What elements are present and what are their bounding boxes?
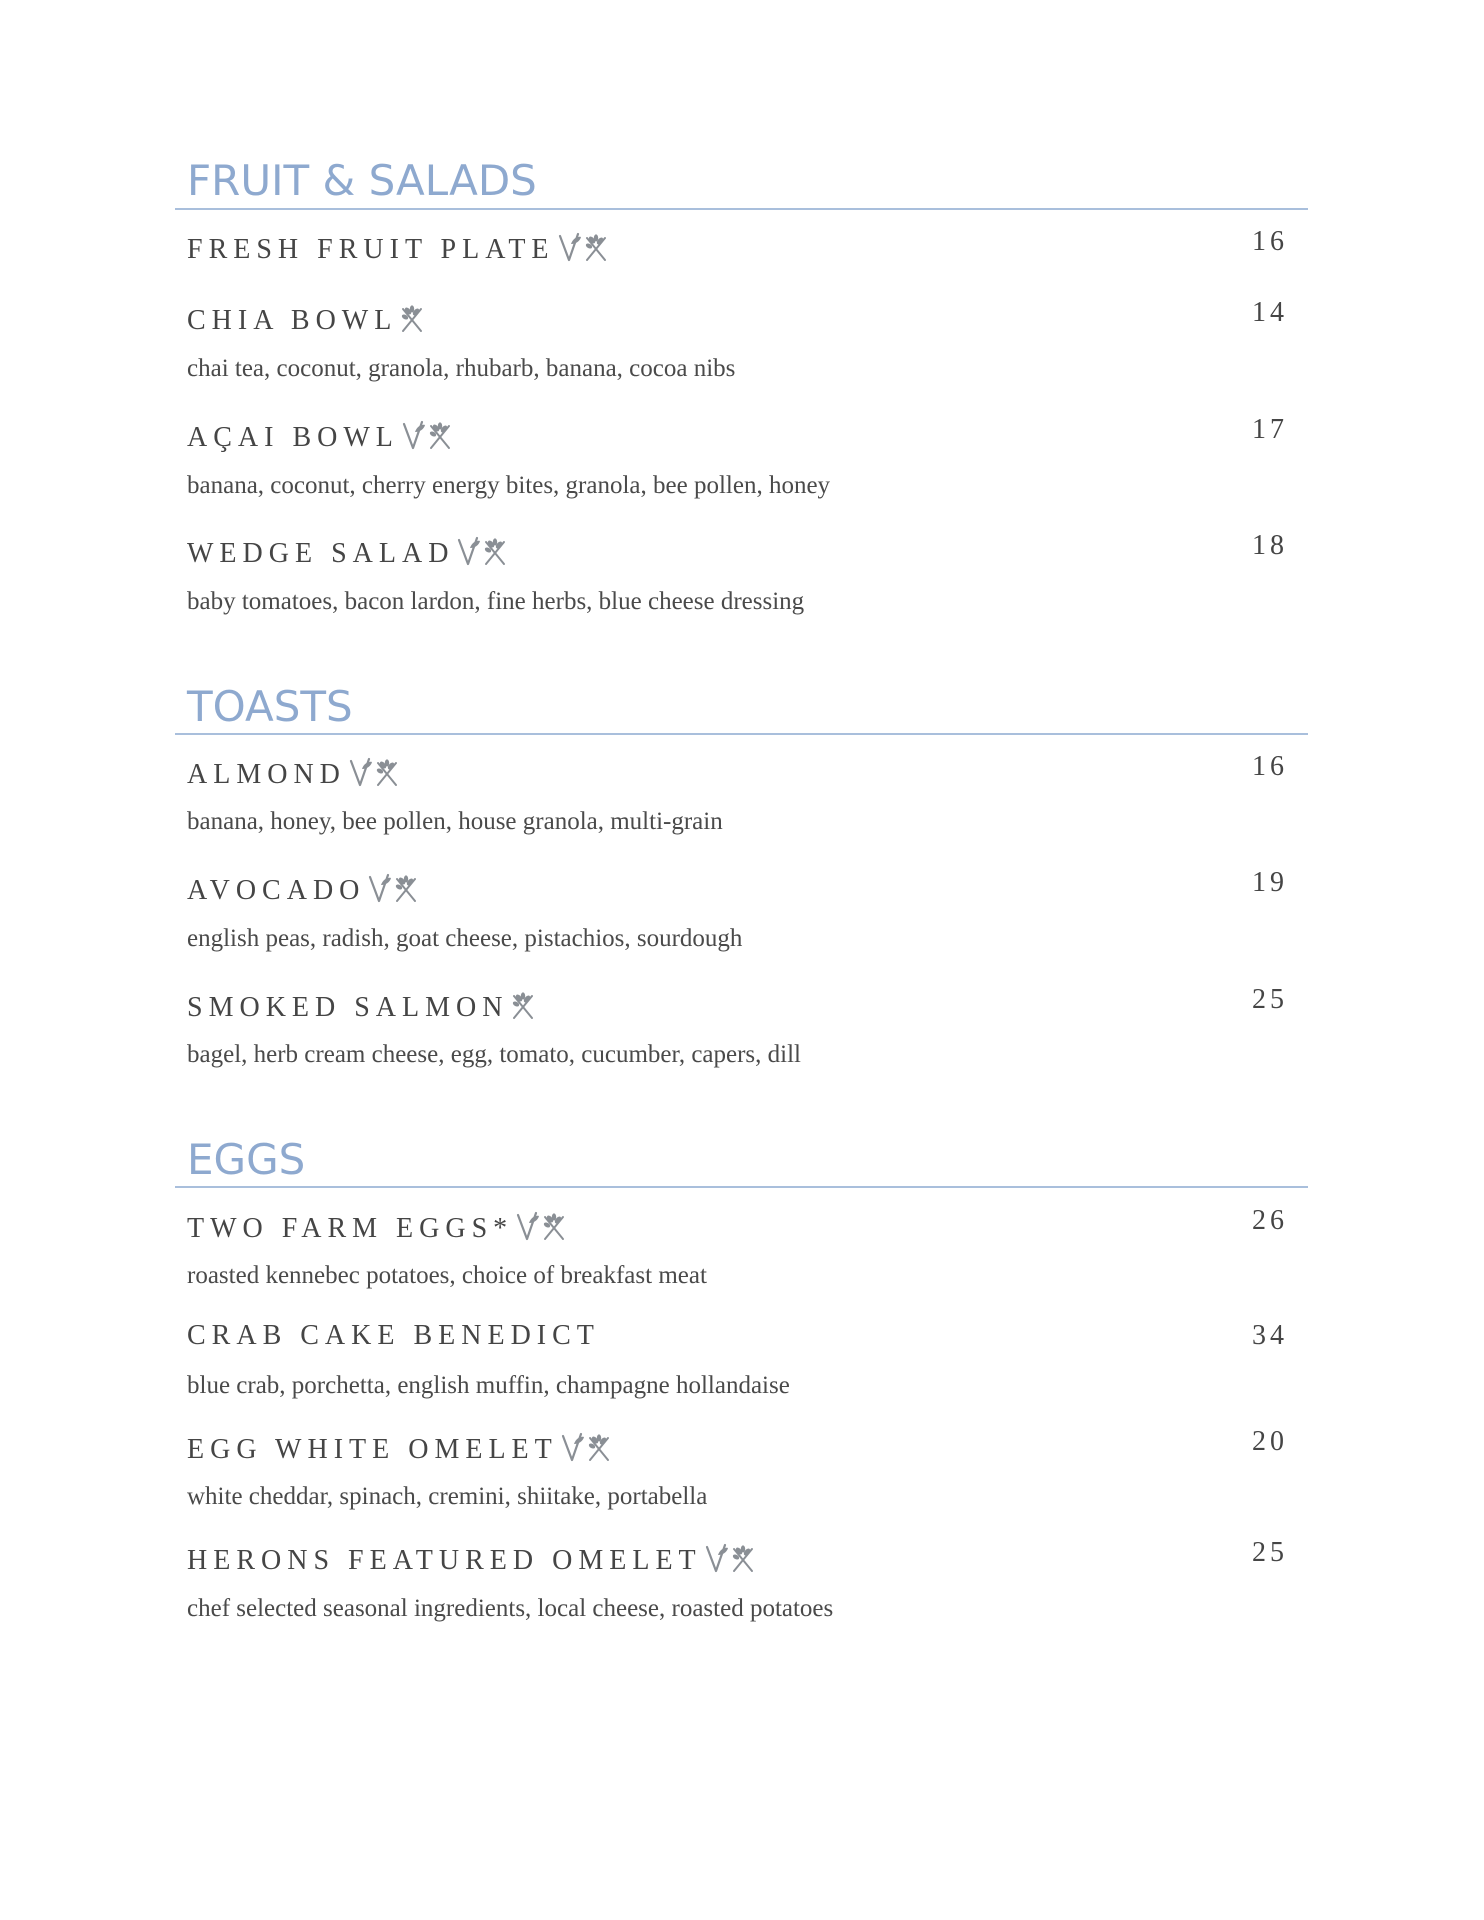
menu-item-name xyxy=(187,757,400,789)
section-divider xyxy=(175,1186,1308,1188)
menu-item-name xyxy=(187,990,536,1022)
item-name-text: AÇAI BOWL xyxy=(187,422,399,453)
menu-item-name xyxy=(187,1211,567,1243)
menu-item-description: roasted kennebec potatoes, choice of breakfast meat xyxy=(187,1262,707,1289)
sprout-icon xyxy=(557,232,583,264)
item-name-text: CRAB CAKE BENEDICT xyxy=(187,1320,600,1351)
menu-item-price: 34 xyxy=(1252,1320,1288,1351)
menu-item-price: 16 xyxy=(1252,226,1288,257)
wheat-crossed-icon xyxy=(399,303,425,335)
menu-item-description: bagel, herb cream cheese, egg, tomato, cucumber, capers, dill xyxy=(187,1041,802,1068)
menu-item-description: white cheddar, spinach, cremini, shiitake, portabella xyxy=(187,1483,708,1510)
wheat-crossed-icon xyxy=(541,1211,567,1243)
menu-item-name xyxy=(187,1543,756,1575)
item-name-text: EGG WHITE OMELET xyxy=(187,1434,558,1465)
item-name-text: AVOCADO xyxy=(187,875,366,906)
sprout-icon xyxy=(515,1211,541,1243)
menu-item-name xyxy=(187,303,425,335)
item-name-text: SMOKED SALMON xyxy=(187,992,509,1023)
menu-item-description: banana, coconut, cherry energy bites, granola, bee pollen, honey xyxy=(187,472,831,499)
wheat-crossed-icon xyxy=(427,420,453,452)
sprout-icon xyxy=(560,1432,586,1464)
wheat-crossed-icon xyxy=(586,1432,612,1464)
item-name-text: TWO FARM EGGS* xyxy=(187,1213,514,1244)
menu-item-price: 25 xyxy=(1252,1537,1288,1568)
wheat-crossed-icon xyxy=(393,873,419,905)
menu-item-price: 20 xyxy=(1252,1426,1288,1457)
wheat-crossed-icon xyxy=(730,1543,756,1575)
item-name-text: FRESH FRUIT PLATE xyxy=(187,234,555,265)
sprout-icon xyxy=(456,536,482,568)
item-name-text: ALMOND xyxy=(187,759,346,790)
item-name-text: HERONS FEATURED OMELET xyxy=(187,1545,702,1576)
menu-item-name xyxy=(187,1322,600,1350)
menu-item-name xyxy=(187,420,453,452)
menu-item-price: 25 xyxy=(1252,984,1288,1015)
item-name-text: WEDGE SALAD xyxy=(187,538,455,569)
section-title-toasts: TOASTS xyxy=(187,682,353,731)
menu-item-name xyxy=(187,536,508,568)
item-name-text: CHIA BOWL xyxy=(187,305,398,336)
section-title-fruit-salads: FRUIT & SALADS xyxy=(187,156,537,205)
sprout-icon xyxy=(348,757,374,789)
sprout-icon xyxy=(367,873,393,905)
menu-item-price: 19 xyxy=(1252,867,1288,898)
menu-item-name xyxy=(187,873,419,905)
menu-item-price: 26 xyxy=(1252,1205,1288,1236)
menu-item-description: blue crab, porchetta, english muffin, champagne hollandaise xyxy=(187,1372,790,1399)
section-title-eggs: EGGS xyxy=(187,1135,306,1184)
menu-item-price: 16 xyxy=(1252,751,1288,782)
wheat-crossed-icon xyxy=(583,232,609,264)
sprout-icon xyxy=(704,1543,730,1575)
menu-item-description: chef selected seasonal ingredients, local cheese, roasted potatoes xyxy=(187,1595,834,1622)
wheat-crossed-icon xyxy=(510,990,536,1022)
menu-item-description: english peas, radish, goat cheese, pistachios, sourdough xyxy=(187,925,743,952)
menu-item-name xyxy=(187,1432,612,1464)
section-divider xyxy=(175,733,1308,735)
menu-item-price: 18 xyxy=(1252,530,1288,561)
menu-item-description: banana, honey, bee pollen, house granola, multi-grain xyxy=(187,808,723,835)
wheat-crossed-icon xyxy=(374,757,400,789)
sprout-icon xyxy=(401,420,427,452)
menu-item-description: chai tea, coconut, granola, rhubarb, banana, cocoa nibs xyxy=(187,355,736,382)
menu-item-description: baby tomatoes, bacon lardon, fine herbs, blue cheese dressing xyxy=(187,588,805,615)
menu-item-price: 14 xyxy=(1252,297,1288,328)
section-divider xyxy=(175,208,1308,210)
menu-item-price: 17 xyxy=(1252,414,1288,445)
wheat-crossed-icon xyxy=(482,536,508,568)
menu-item-name xyxy=(187,232,609,264)
